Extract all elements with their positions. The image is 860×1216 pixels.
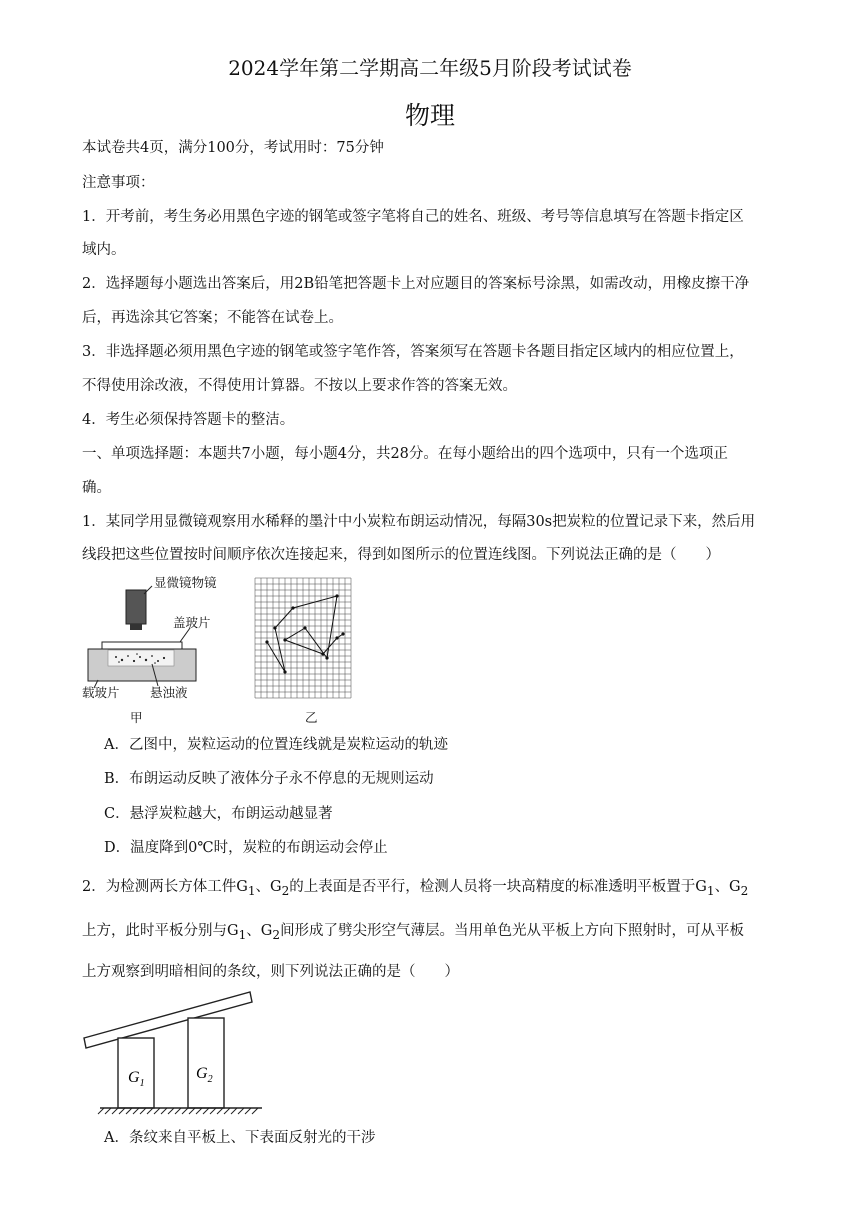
notice-line: 3．非选择题必须用黑色字迹的钢笔或签字笔作答，答案须写在答题卡各题目指定区域内的相应位置上，	[82, 344, 744, 360]
particle-path	[267, 596, 343, 672]
section-heading-cont: 确。	[82, 480, 111, 496]
notice-line: 域内。	[82, 242, 126, 258]
question-1-stem: 1．某同学用显微镜观察用水稀释的墨汁中小炭粒布朗运动情况，每隔30s把炭粒的位置记录下来，然后用	[82, 514, 756, 530]
figure-caption-jia: 甲	[130, 710, 143, 725]
section-heading: 一、单项选择题：本题共7小题，每小题4分，共28分。在每小题给出的四个选项中，只有一个选项正	[82, 446, 728, 462]
flat-plate	[84, 992, 252, 1048]
notice-line: 后，再选涂其它答案；不能答在试卷上。	[82, 310, 343, 326]
question-2-stem-cont: 上方，此时平板分别与$G_1$、$G_2$间形成了劈尖形空气薄层。当用单色光从平板上方向下照射时，可从平板	[82, 923, 745, 942]
svg-text:G1: $G_1$	[128, 1069, 145, 1089]
microscope-diagram	[78, 572, 248, 724]
question-1-option-b[interactable]: B．布朗运动反映了液体分子永不停息的无规则运动	[104, 771, 434, 787]
workpiece-g2	[188, 1018, 224, 1108]
figure-caption-yi: 乙	[305, 710, 318, 725]
suspension-label: 悬浊液	[150, 685, 188, 700]
question-1-stem-cont: 线段把这些位置按时间顺序依次连接起来，得到如图所示的位置连线图。下列说法正确的是（ ）	[82, 547, 720, 563]
subject-title: 物理	[404, 101, 455, 130]
question-2-stem: 2．为检测两长方体工件$G_1$、$G_2$的上表面是否平行，检测人员将一块高精度的标准透明平板置于$G_1$、$G_2$	[82, 879, 749, 898]
slide-label: 载玻片	[82, 685, 120, 700]
brownian-grid-diagram	[255, 578, 355, 726]
question-1-option-a[interactable]: A．乙图中，炭粒运动的位置连线就是炭粒运动的轨迹	[104, 737, 448, 753]
notice-line: 1．开考前，考生务必用黑色字迹的钢笔或签字笔将自己的姓名、班级、考号等信息填写在答题卡指定区	[82, 209, 744, 225]
question-2-stem-cont: 上方观察到明暗相间的条纹，则下列说法正确的是（ ）	[82, 964, 459, 980]
notice-line: 4．考生必须保持答题卡的整洁。	[82, 412, 295, 428]
objective-label: 显微镜物镜	[154, 575, 217, 590]
notice-line: 不得使用涂改液，不得使用计算器。不按以上要求作答的答案无效。	[82, 378, 517, 394]
svg-text:G2: $G_2$	[196, 1065, 213, 1085]
question-2-option-a[interactable]: A．条纹来自平板上、下表面反射光的干涉	[104, 1130, 376, 1146]
cover-glass-label: 盖玻片	[173, 615, 211, 630]
air-wedge-diagram	[82, 990, 272, 1115]
exam-intro: 本试卷共4页，满分100分，考试用时：75分钟	[82, 140, 384, 156]
exam-title: 2024学年第二学期高二年级5月阶段考试试卷	[228, 56, 632, 80]
notice-line: 2．选择题每小题选出答案后，用2B铅笔把答题卡上对应题目的答案标号涂黑，如需改动，用橡皮擦干净	[82, 276, 750, 292]
question-1-option-d[interactable]: D．温度降到0℃时，炭粒的布朗运动会停止	[104, 840, 388, 856]
notice-heading: 注意事项：	[82, 175, 155, 191]
question-1-option-c[interactable]: C．悬浮炭粒越大，布朗运动越显著	[104, 806, 333, 822]
